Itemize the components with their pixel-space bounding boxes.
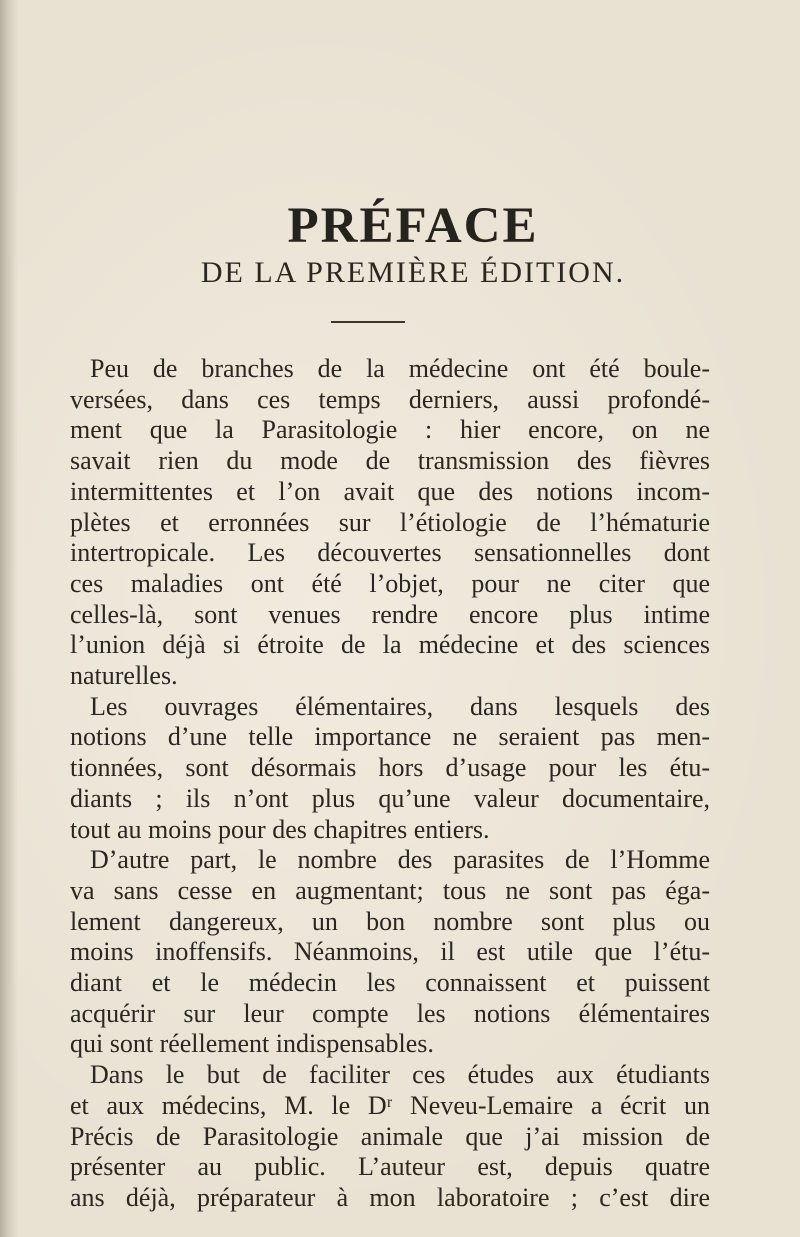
text-line: D’autre part, le nombre des parasites de l’Homme	[90, 845, 710, 875]
text-line: savait rien du mode de transmission des fièvres	[70, 446, 710, 476]
page-subtitle: DE LA PREMIÈRE ÉDITION.	[200, 256, 626, 289]
text-line: ans déjà, préparateur à mon laboratoire ; c’est dire	[70, 1182, 710, 1212]
text-line: diant et le médecin les connaissent et puissent	[70, 968, 710, 997]
text-line: Dans le but de faciliter ces études aux étudiants	[90, 1060, 710, 1090]
text-line: intertropicale. Les découvertes sensationnelles dont	[70, 538, 710, 568]
text-line: ment que la Parasitologie : hier encore, on ne	[70, 415, 710, 445]
text-line: et aux médecins, M. le Dʳ Neveu-Lemaire a écrit un	[70, 1090, 710, 1120]
text-line: Précis de Parasitologie animale que j’ai mission de	[70, 1121, 710, 1151]
text-line: acquérir sur leur compte les notions élémentaires	[70, 998, 710, 1028]
text-line: intermittentes et l’on avait que des notions incom-	[70, 476, 710, 506]
text-line: notions d’une telle importance ne seraient pas men-	[70, 722, 710, 752]
text-line: présenter au public. L’auteur est, depuis quatre	[70, 1152, 710, 1182]
text-line: ces maladies ont été l’objet, pour ne citer que	[70, 568, 710, 598]
text-line: va sans cesse en augmentant; tous ne sont pas éga-	[70, 875, 710, 905]
text-line: qui sont réellement indispensables.	[70, 1029, 434, 1059]
text-line: diants ; ils n’ont plus qu’une valeur documentaire,	[70, 783, 710, 813]
text-line: versées, dans ces temps derniers, aussi profondé-	[70, 384, 710, 414]
text-line: tionnées, sont désormais hors d’usage pour les étu-	[70, 753, 710, 783]
text-line: Peu de branches de la médecine ont été boule-	[90, 354, 710, 383]
text-line: moins inoffensifs. Néanmoins, il est utile que l’étu-	[70, 937, 710, 967]
text-line: Les ouvrages élémentaires, dans lesquels des	[90, 691, 710, 721]
text-line: tout au moins pour des chapitres entiers.	[70, 814, 490, 844]
text-line: celles-là, sont venues rendre encore plus intime	[70, 599, 710, 629]
text-line: plètes et erronnées sur l’étiologie de l’hématurie	[70, 507, 710, 537]
text-line: naturelles.	[70, 661, 178, 690]
page-title: PRÉFACE	[287, 198, 539, 254]
text-line: l’union déjà si étroite de la médecine et des sciences	[70, 630, 710, 660]
text-line: lement dangereux, un bon nombre sont plus ou	[70, 906, 710, 936]
